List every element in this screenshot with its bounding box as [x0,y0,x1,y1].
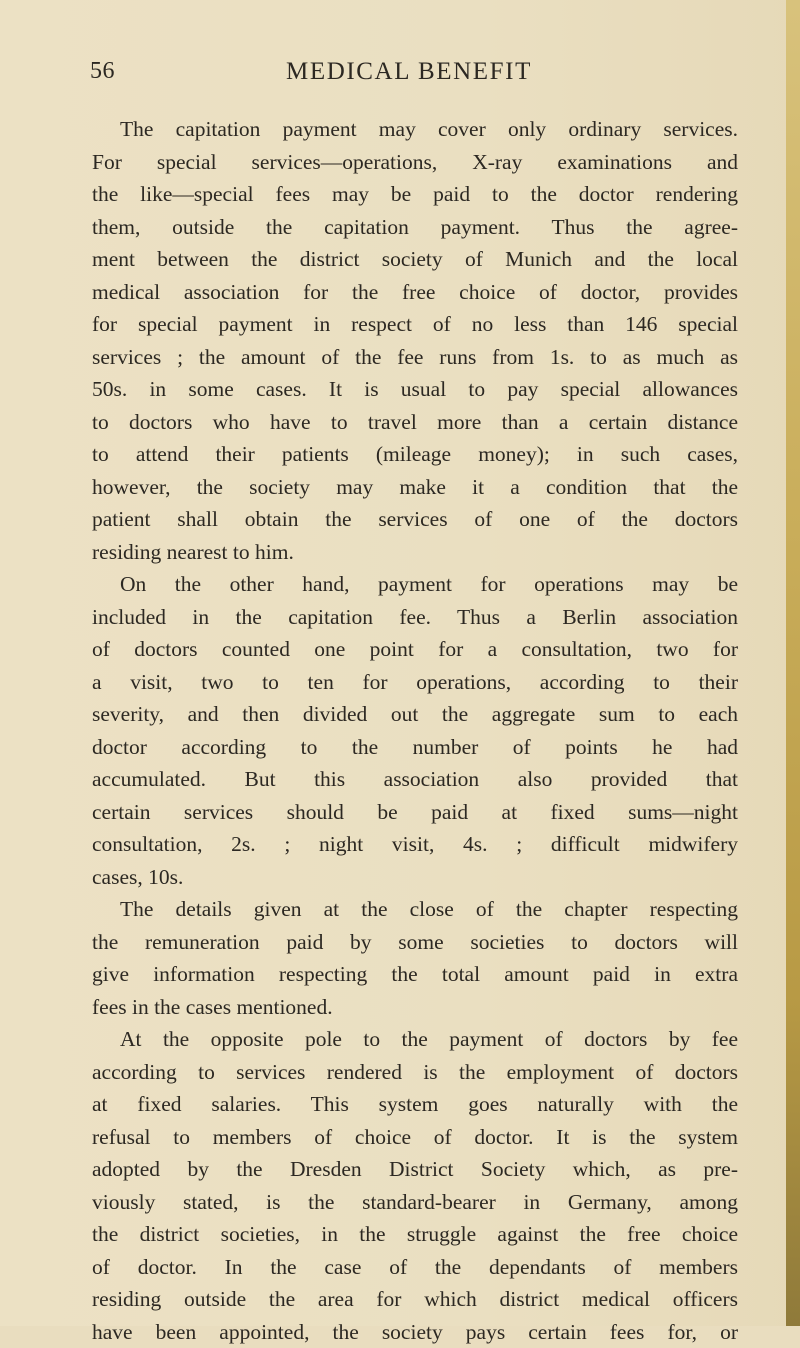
text-line: For special services—operations, X-ray examinations and [92,146,738,179]
text-line: of doctors counted one point for a consultation, two for [92,633,738,666]
text-line: The details given at the close of the chapter respecting [92,893,738,926]
text-line: patient shall obtain the services of one of the doctors [92,503,738,536]
text-line: give information respecting the total amount paid in extra [92,958,738,991]
text-line: accumulated. But this association also provided that [92,763,738,796]
text-line: At the opposite pole to the payment of doctors by fee [92,1023,738,1056]
text-line: however, the society may make it a condition that the [92,471,738,504]
body-text [92,113,738,1348]
text-line: consultation, 2s. ; night visit, 4s. ; difficult midwifery [92,828,738,861]
running-title: MEDICAL BENEFIT [286,58,532,86]
text-line: viously stated, is the standard-bearer in Germany, among [92,1186,738,1219]
text-line: services ; the amount of the fee runs from 1s. to as much as [92,341,738,374]
text-line: severity, and then divided out the aggregate sum to each [92,698,738,731]
text-line: of doctor. In the case of the dependants of members [92,1251,738,1284]
text-line: have been appointed, the society pays certain fees for, or [92,1316,738,1348]
text-line: residing nearest to him. [92,536,738,569]
text-line: adopted by the Dresden District Society which, as pre- [92,1153,738,1186]
text-line: at fixed salaries. This system goes naturally with the [92,1088,738,1121]
text-line: for special payment in respect of no less than 146 special [92,308,738,341]
page-edge [786,0,800,1326]
text-line: 50s. in some cases. It is usual to pay special allowances [92,373,738,406]
text-line: residing outside the area for which district medical officers [92,1283,738,1316]
text-line: certain services should be paid at fixed sums—night [92,796,738,829]
text-line: fees in the cases mentioned. [92,991,738,1024]
text-line: a visit, two to ten for operations, according to their [92,666,738,699]
text-line: the district societies, in the struggle against the free choice [92,1218,738,1251]
text-line: refusal to members of choice of doctor. It is the system [92,1121,738,1154]
text-line: the like—special fees may be paid to the doctor rendering [92,178,738,211]
text-line: medical association for the free choice of doctor, provides [92,276,738,309]
text-line: On the other hand, payment for operations may be [92,568,738,601]
text-line: doctor according to the number of points he had [92,731,738,764]
text-line: included in the capitation fee. Thus a Berlin association [92,601,738,634]
text-line: cases, 10s. [92,861,738,894]
page-number: 56 [90,58,115,85]
text-line: to doctors who have to travel more than a certain distance [92,406,738,439]
page-header [90,58,740,94]
text-line: according to services rendered is the employment of doctors [92,1056,738,1089]
text-line: to attend their patients (mileage money); in such cases, [92,438,738,471]
text-line: them, outside the capitation payment. Thus the agree- [92,211,738,244]
text-line: the remuneration paid by some societies to doctors will [92,926,738,959]
text-line: The capitation payment may cover only ordinary services. [92,113,738,146]
text-line: ment between the district society of Munich and the local [92,243,738,276]
